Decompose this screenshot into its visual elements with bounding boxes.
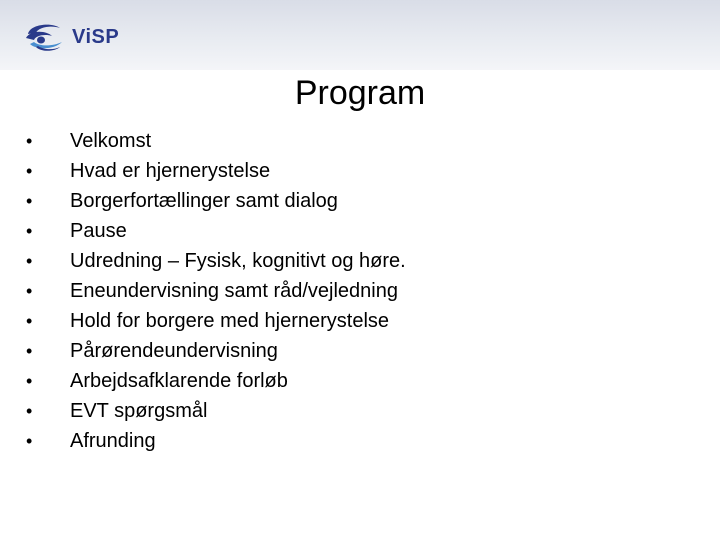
bullet-icon: • — [26, 131, 33, 151]
slide-title: Program — [294, 74, 426, 112]
list-item-text: Eneundervisning samt råd/vejledning — [70, 280, 398, 302]
list-item — [26, 366, 406, 396]
list-item — [26, 156, 406, 186]
bullet-icon: • — [26, 161, 33, 181]
list-item-text: Arbejdsafklarende forløb — [70, 370, 288, 392]
title-container — [280, 72, 440, 114]
list-item-text: Borgerfortællinger samt dialog — [70, 190, 338, 212]
list-item-text: Hold for borgere med hjernerystelse — [70, 310, 390, 332]
agenda-list — [26, 126, 406, 456]
bullet-icon: • — [26, 311, 33, 331]
visp-swirl-icon — [22, 20, 66, 54]
list-item — [26, 126, 406, 156]
list-item — [26, 396, 406, 426]
list-item — [26, 426, 406, 456]
list-item-text: Afrunding — [70, 430, 156, 452]
bullet-icon: • — [26, 251, 33, 271]
bullet-icon: • — [26, 431, 33, 451]
visp-logo — [22, 18, 119, 56]
logo-text: ViSP — [72, 25, 120, 48]
list-item-text: Pause — [70, 220, 127, 242]
bullet-icon: • — [26, 281, 33, 301]
list-item — [26, 336, 406, 366]
list-item — [26, 216, 406, 246]
list-item-text: EVT spørgsmål — [70, 400, 208, 422]
bullet-icon: • — [26, 341, 33, 361]
list-item-text: Pårørendeundervisning — [70, 340, 278, 362]
list-item-text: Velkomst — [70, 130, 152, 152]
list-item — [26, 186, 406, 216]
list-item — [26, 306, 406, 336]
bullet-icon: • — [26, 401, 33, 421]
list-item-text: Hvad er hjernerystelse — [70, 160, 271, 182]
bullet-icon: • — [26, 221, 33, 241]
bullet-icon: • — [26, 371, 33, 391]
list-item — [26, 246, 406, 276]
bullet-icon: • — [26, 191, 33, 211]
list-item-text: Udredning – Fysisk, kognitivt og høre. — [70, 250, 406, 272]
list-item — [26, 276, 406, 306]
